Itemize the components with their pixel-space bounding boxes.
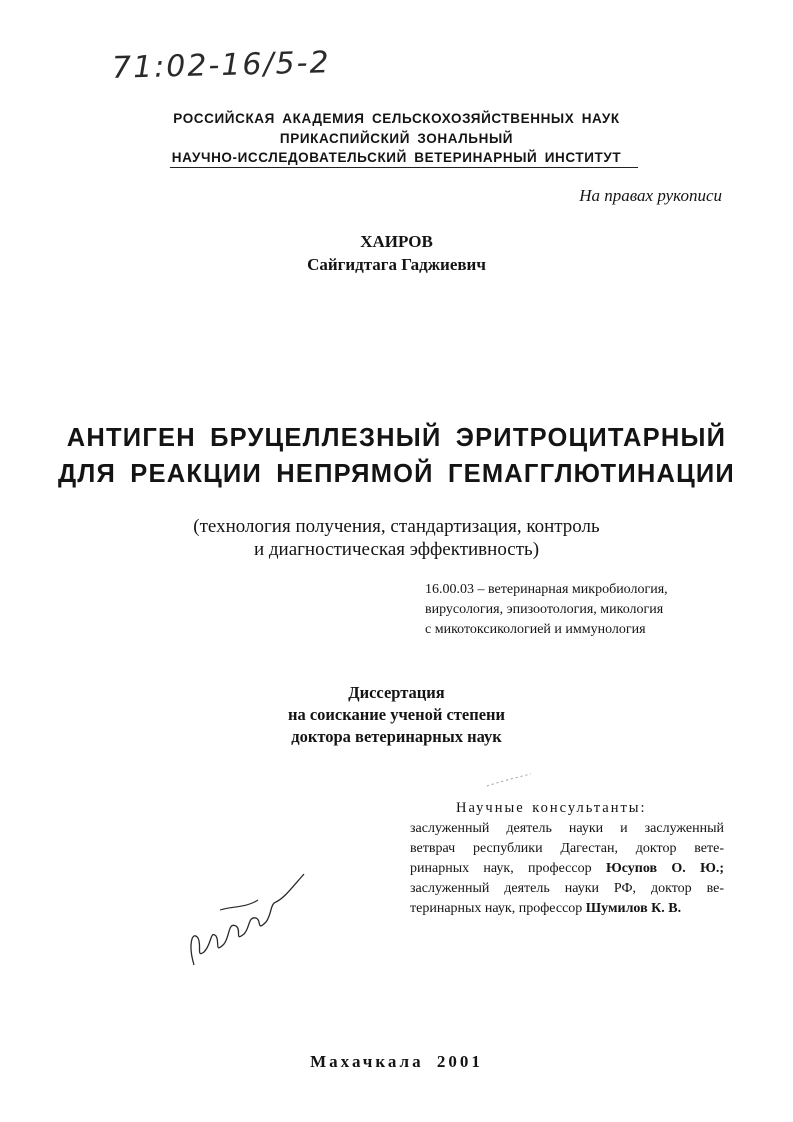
subtitle-line-2: и диагностическая эффективность) (253, 539, 540, 560)
consultants-line-5 (410, 899, 724, 919)
specialty-line-1: 16.00.03 – ветеринарная микробиология, (425, 582, 668, 597)
consultants-heading: Научные консультанты: (456, 800, 647, 816)
author-surname: ХАИРОВ (360, 232, 433, 251)
consultant-1-name: Юсупов О. Ю.; (605, 861, 725, 876)
consultants-line-1: заслуженный деятель науки и заслуженный (410, 821, 724, 836)
title-line-1: АНТИГЕН БРУЦЕЛЛЕЗНЫЙ ЭРИТРОЦИТАРНЫЙ (66, 424, 727, 452)
institution-line-1: РОССИЙСКАЯ АКАДЕМИЯ СЕЛЬСКОХОЗЯЙСТВЕННЫХ НАУК (173, 111, 620, 126)
title-line-2: ДЛЯ РЕАКЦИИ НЕПРЯМОЙ ГЕМАГГЛЮТИНАЦИИ (58, 460, 735, 488)
consultant-1-credentials: ринарных наук, профессор (410, 861, 606, 876)
institution-line-2: ПРИКАСПИЙСКИЙ ЗОНАЛЬНЫЙ (279, 131, 514, 146)
specialty-line-3: с микотоксикологией и иммунология (425, 622, 646, 637)
consultants-block (410, 819, 724, 919)
consultants-line-4: заслуженный деятель науки РФ, доктор ве- (410, 881, 724, 896)
rights-note: На правах рукописи (579, 186, 722, 205)
subtitle-line-1: (технология получения, стандартизация, контроль (193, 516, 600, 537)
dissertation-degree-field: доктора ветеринарных наук (291, 727, 502, 746)
stray-pen-mark (485, 770, 535, 790)
place-and-year: Махачкала 2001 (310, 1052, 483, 1071)
consultants-line-2: ветврач республики Дагестан, доктор вете- (410, 841, 724, 856)
specialty-block (425, 580, 725, 640)
handwritten-registration-code: 71:02-16/5-2 (111, 45, 331, 86)
header-divider (170, 167, 638, 168)
consultants-line-3 (410, 859, 724, 879)
institution-line-3: НАУЧНО-ИССЛЕДОВАТЕЛЬСКИЙ ВЕТЕРИНАРНЫЙ ИНСТИТУТ (171, 150, 622, 165)
consultant-2-name: Шумилов К. В. (585, 901, 682, 916)
consultant-2-credentials: теринарных наук, профессор (410, 901, 586, 916)
specialty-line-2: вирусология, эпизоотология, микология (425, 602, 664, 617)
dissertation-degree-line: на соискание ученой степени (287, 705, 506, 724)
author-given-name: Сайгидтага Гаджиевич (307, 255, 486, 274)
dissertation-label: Диссертация (348, 683, 445, 702)
handwritten-signature (180, 860, 310, 980)
